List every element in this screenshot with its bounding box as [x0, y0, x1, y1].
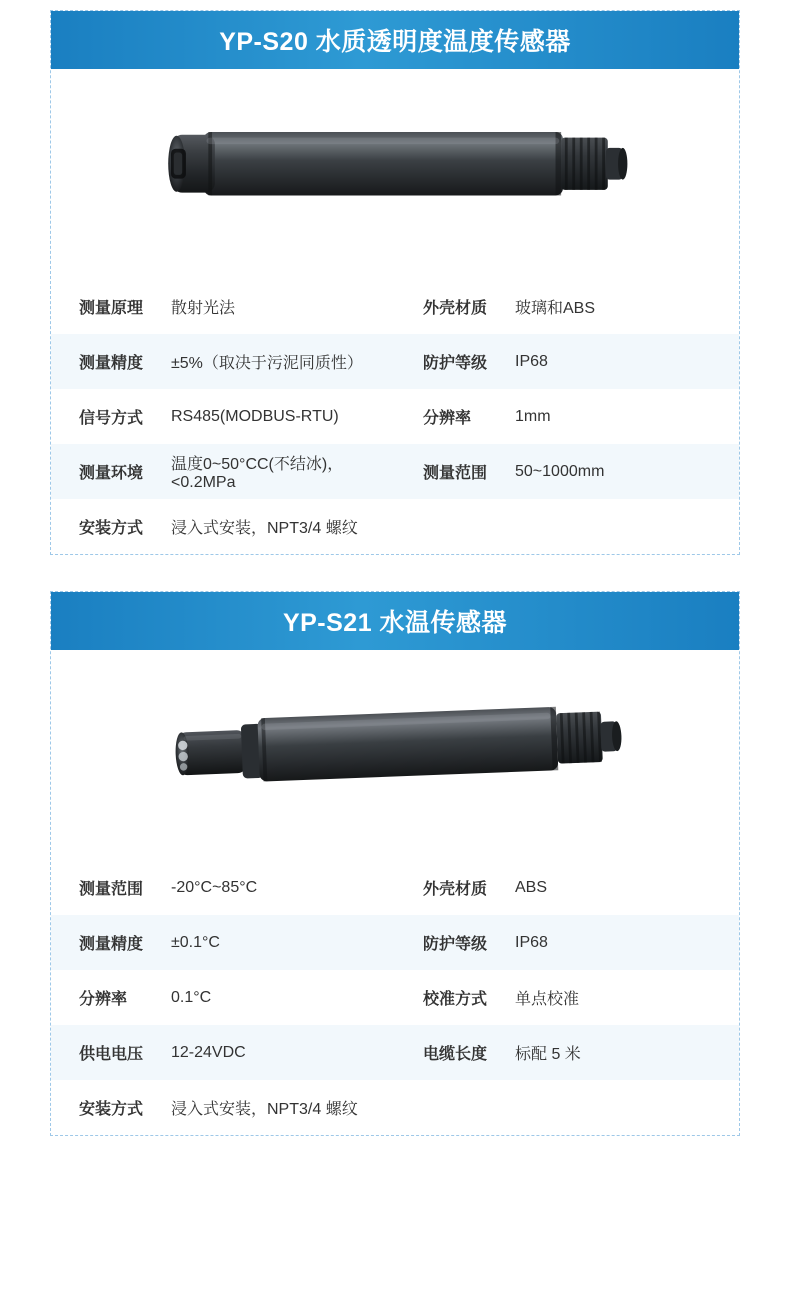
- spec-value: ABS: [515, 878, 548, 896]
- page-title-2: YP-S21 水温传感器: [282, 609, 508, 637]
- spec-value: IP68: [515, 933, 548, 951]
- product-title-bar-2: [51, 592, 739, 650]
- spec-label: 校准方式: [423, 991, 488, 1008]
- product-image-1: [51, 69, 739, 279]
- table-row: [51, 1025, 739, 1080]
- spec-value: 12-24VDC: [171, 1043, 246, 1061]
- table-row: [51, 1080, 739, 1135]
- spec-value: ±5%（取决于污泥同质性）: [171, 355, 363, 372]
- spec-value: 散射光法: [171, 300, 236, 317]
- spec-value: -20°C~85°C: [171, 878, 258, 896]
- spec-label: 测量原理: [79, 300, 144, 317]
- spec-label: 测量范围: [79, 881, 144, 898]
- spec-label: 防护等级: [423, 936, 488, 953]
- spec-value: 单点校准: [515, 991, 580, 1008]
- top-spacer: [0, 0, 790, 10]
- spec-value: 浸入式安装，NPT3/4 螺纹: [171, 520, 358, 537]
- spec-label: 测量范围: [423, 465, 488, 482]
- spec-label: 安装方式: [79, 520, 144, 537]
- spec-label: 测量精度: [79, 355, 144, 372]
- spec-label: 电缆长度: [423, 1046, 488, 1063]
- spec-value: 1mm: [515, 407, 551, 425]
- spec-label: 测量精度: [79, 936, 144, 953]
- spec-value: IP68: [515, 352, 548, 370]
- spec-value: ±0.1°C: [171, 933, 220, 951]
- product-card-yp-s20: [50, 10, 740, 555]
- table-row: [51, 915, 739, 970]
- spec-value: RS485(MODBUS-RTU): [171, 407, 339, 425]
- spec-label: 外壳材质: [423, 300, 488, 317]
- spec-label: 测量环境: [79, 465, 144, 482]
- table-row: [51, 970, 739, 1025]
- spec-table-1: [51, 279, 739, 554]
- spec-value: 温度0~50°CC(不结冰)，<0.2MPa: [171, 456, 344, 491]
- spec-label: 安装方式: [79, 1101, 144, 1118]
- spec-label: 分辨率: [79, 991, 128, 1008]
- turbidity-temperature-sensor-photo: [135, 104, 655, 244]
- spec-value: 50~1000mm: [515, 462, 605, 480]
- table-row: [51, 334, 739, 389]
- spec-label: 信号方式: [79, 410, 144, 427]
- spec-label: 供电电压: [79, 1046, 144, 1063]
- spec-value: 浸入式安装，NPT3/4 螺纹: [171, 1101, 358, 1118]
- spec-label: 外壳材质: [423, 881, 488, 898]
- table-row: [51, 499, 739, 554]
- table-row: [51, 860, 739, 915]
- table-row: [51, 389, 739, 444]
- spec-value: 玻璃和ABS: [515, 300, 596, 317]
- table-row: [51, 279, 739, 334]
- card-gap: [0, 555, 790, 591]
- spec-label: 防护等级: [423, 355, 488, 372]
- spec-label: 分辨率: [423, 410, 472, 427]
- spec-table-2: [51, 860, 739, 1135]
- product-title-bar-1: [51, 11, 739, 69]
- product-image-2: [51, 650, 739, 860]
- spec-value: 标配 5 米: [515, 1046, 581, 1063]
- table-row: [51, 444, 739, 499]
- page-title-1: YP-S20 水质透明度温度传感器: [219, 28, 571, 56]
- spec-value: 0.1°C: [171, 988, 212, 1006]
- water-temperature-sensor-photo: [135, 685, 655, 825]
- product-card-yp-s21: [50, 591, 740, 1136]
